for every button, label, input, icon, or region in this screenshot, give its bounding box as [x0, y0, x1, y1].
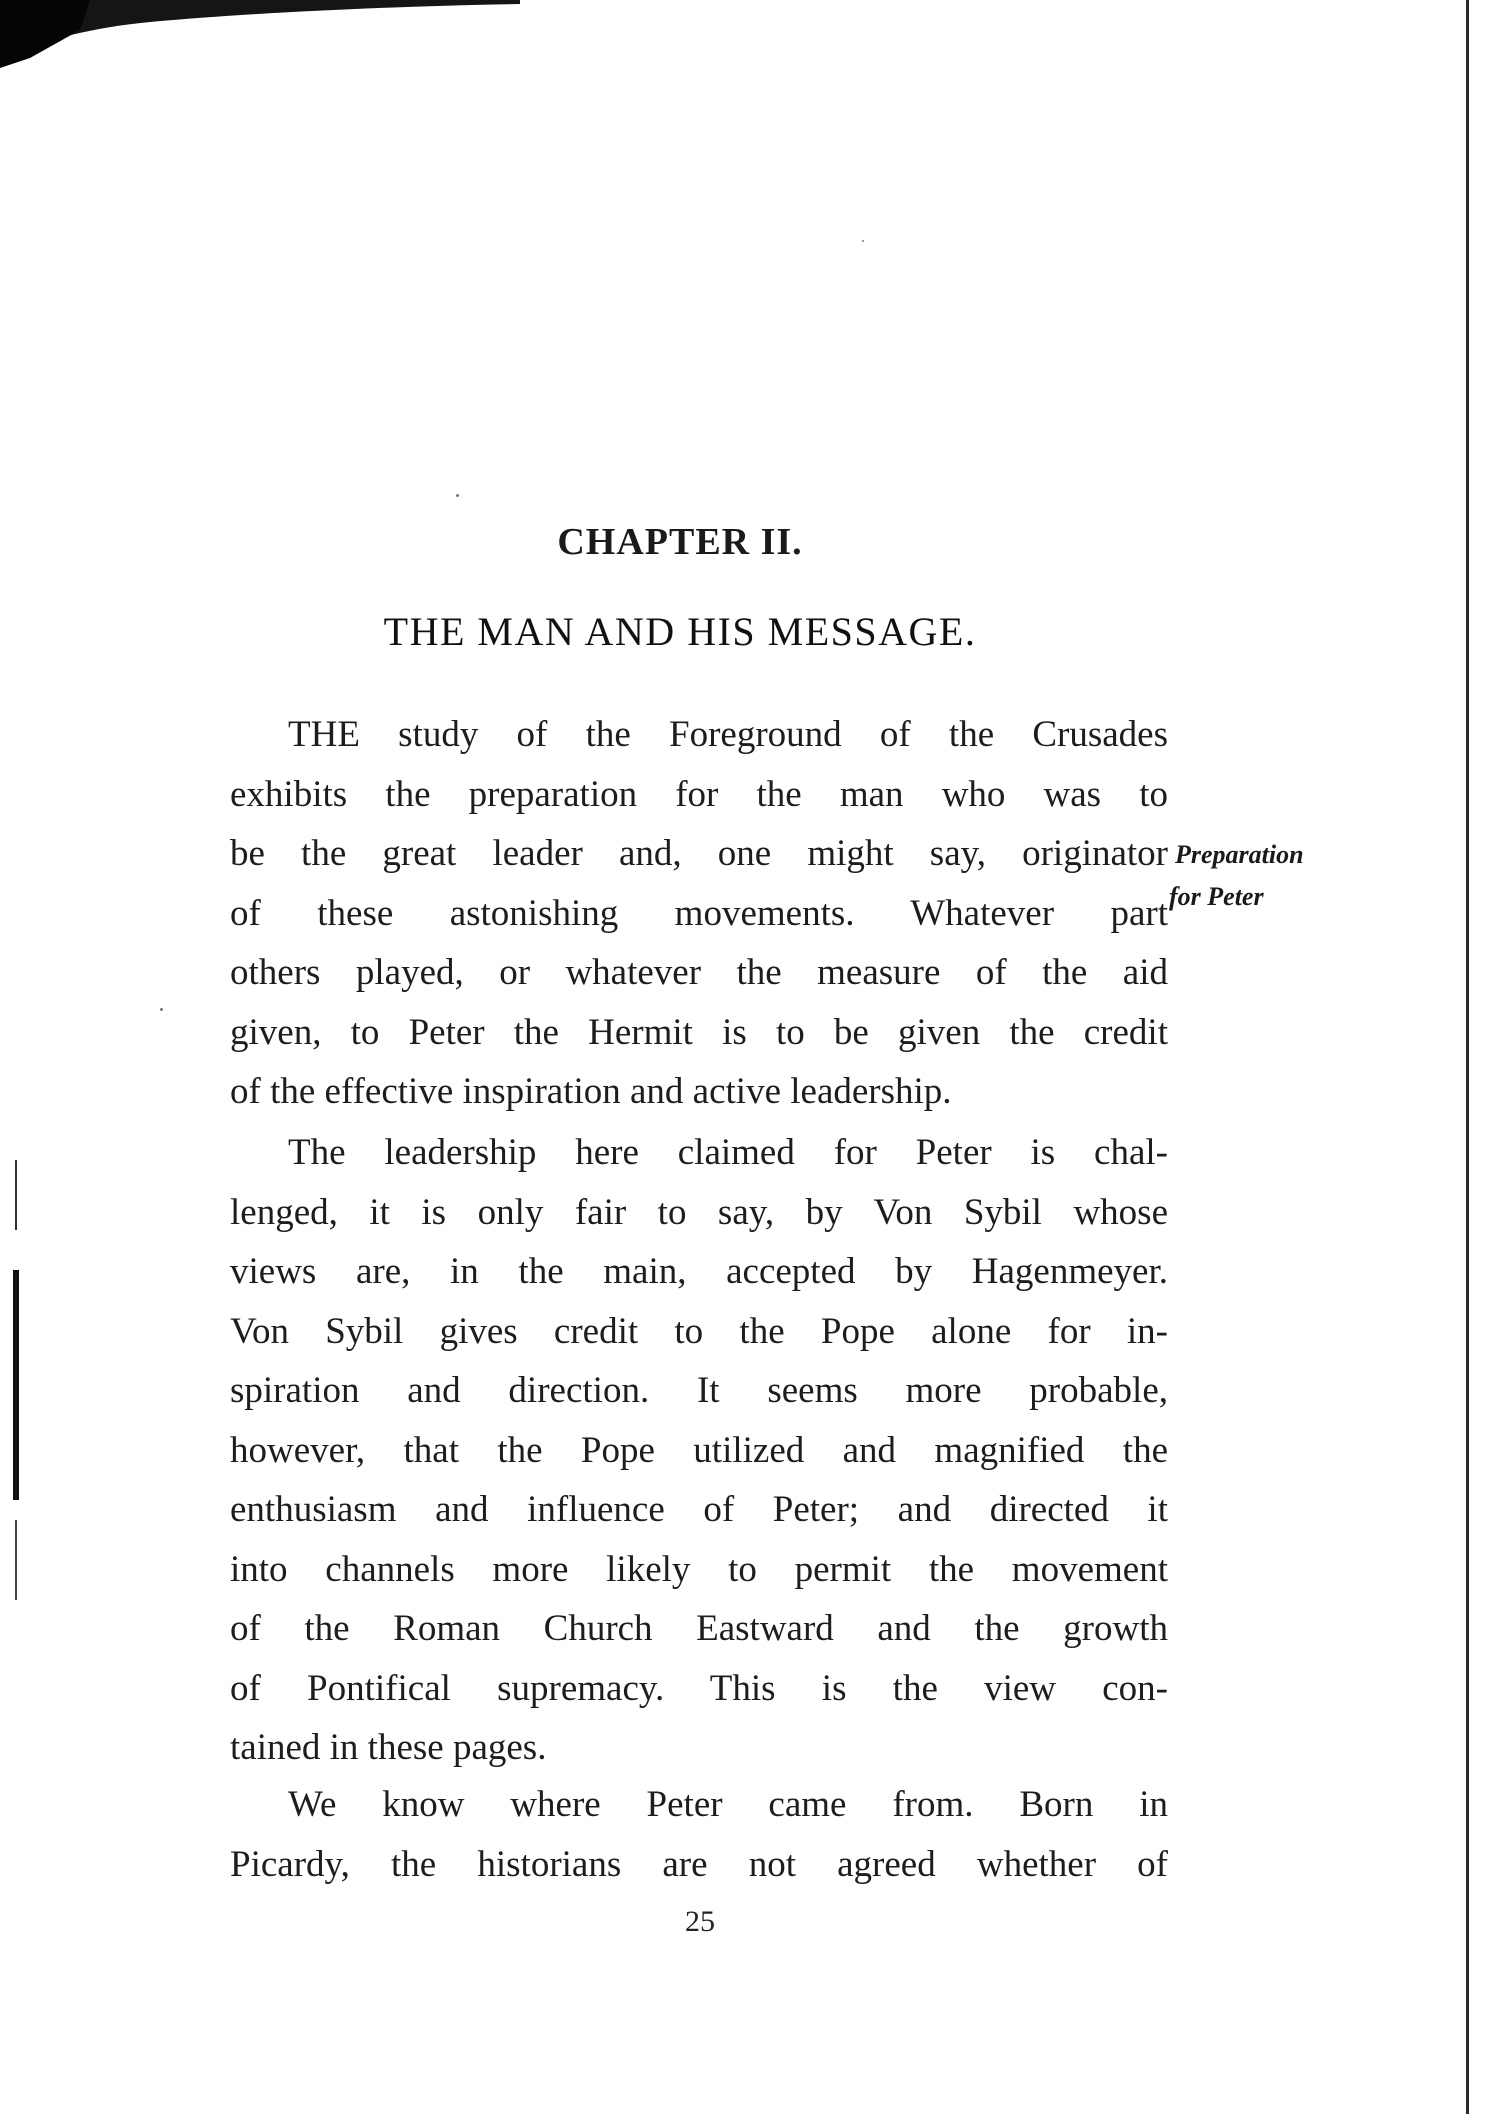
- text-line: of Pontifical supremacy. This is the view con-: [230, 1667, 1168, 1709]
- text-line: given, to Peter the Hermit is to be given the credit: [230, 1011, 1168, 1053]
- chapter-title: THE MAN AND HIS MESSAGE.: [383, 609, 977, 654]
- margin-note-line: Preparation: [1175, 840, 1304, 869]
- binding-mark: [10, 1160, 22, 1600]
- text-line: be the great leader and, one might say, originator: [230, 833, 1168, 874]
- text-line: others played, or whatever the measure of the aid: [230, 952, 1168, 993]
- speck: [862, 240, 864, 242]
- page-edge-line: [1466, 0, 1469, 2114]
- scan-smudge: [0, 0, 520, 70]
- text-line: into channels more likely to permit the movement: [230, 1548, 1168, 1590]
- text-line: enthusiasm and influence of Peter; and directed it: [230, 1489, 1168, 1530]
- text-line: views are, in the main, accepted by Hagenmeyer.: [230, 1251, 1168, 1292]
- paragraph-1: [230, 705, 1168, 1122]
- text-line: Picardy, the historians are not agreed whether of: [230, 1843, 1168, 1885]
- speck: [456, 494, 459, 497]
- text-line: however, that the Pope utilized and magnified the: [230, 1429, 1168, 1471]
- margin-note: [1169, 834, 1304, 918]
- page-number: 25: [685, 1905, 715, 1938]
- text-line: spiration and direction. It seems more probable,: [230, 1370, 1168, 1411]
- text-line: tained in these pages.: [230, 1727, 547, 1768]
- speck: [160, 1008, 163, 1011]
- paragraph-2: [230, 1123, 1168, 1778]
- margin-note-line: for Peter: [1169, 882, 1264, 911]
- text-line: of the effective inspiration and active leadership.: [230, 1071, 952, 1112]
- text-line: The leadership here claimed for Peter is chal-: [288, 1132, 1168, 1173]
- text-line: of the Roman Church Eastward and the growth: [230, 1608, 1168, 1649]
- text-line: of these astonishing movements. Whatever part: [230, 892, 1168, 934]
- text-line: exhibits the preparation for the man who was to: [230, 773, 1168, 815]
- text-line: Von Sybil gives credit to the Pope alone for in-: [230, 1310, 1168, 1352]
- paragraph-3: [230, 1775, 1168, 1894]
- chapter-number: CHAPTER II.: [557, 521, 803, 563]
- text-line: lenged, it is only fair to say, by Von Sybil whose: [230, 1191, 1168, 1233]
- text-line: We know where Peter came from. Born in: [288, 1784, 1168, 1825]
- text-line: THE study of the Foreground of the Crusades: [288, 714, 1168, 755]
